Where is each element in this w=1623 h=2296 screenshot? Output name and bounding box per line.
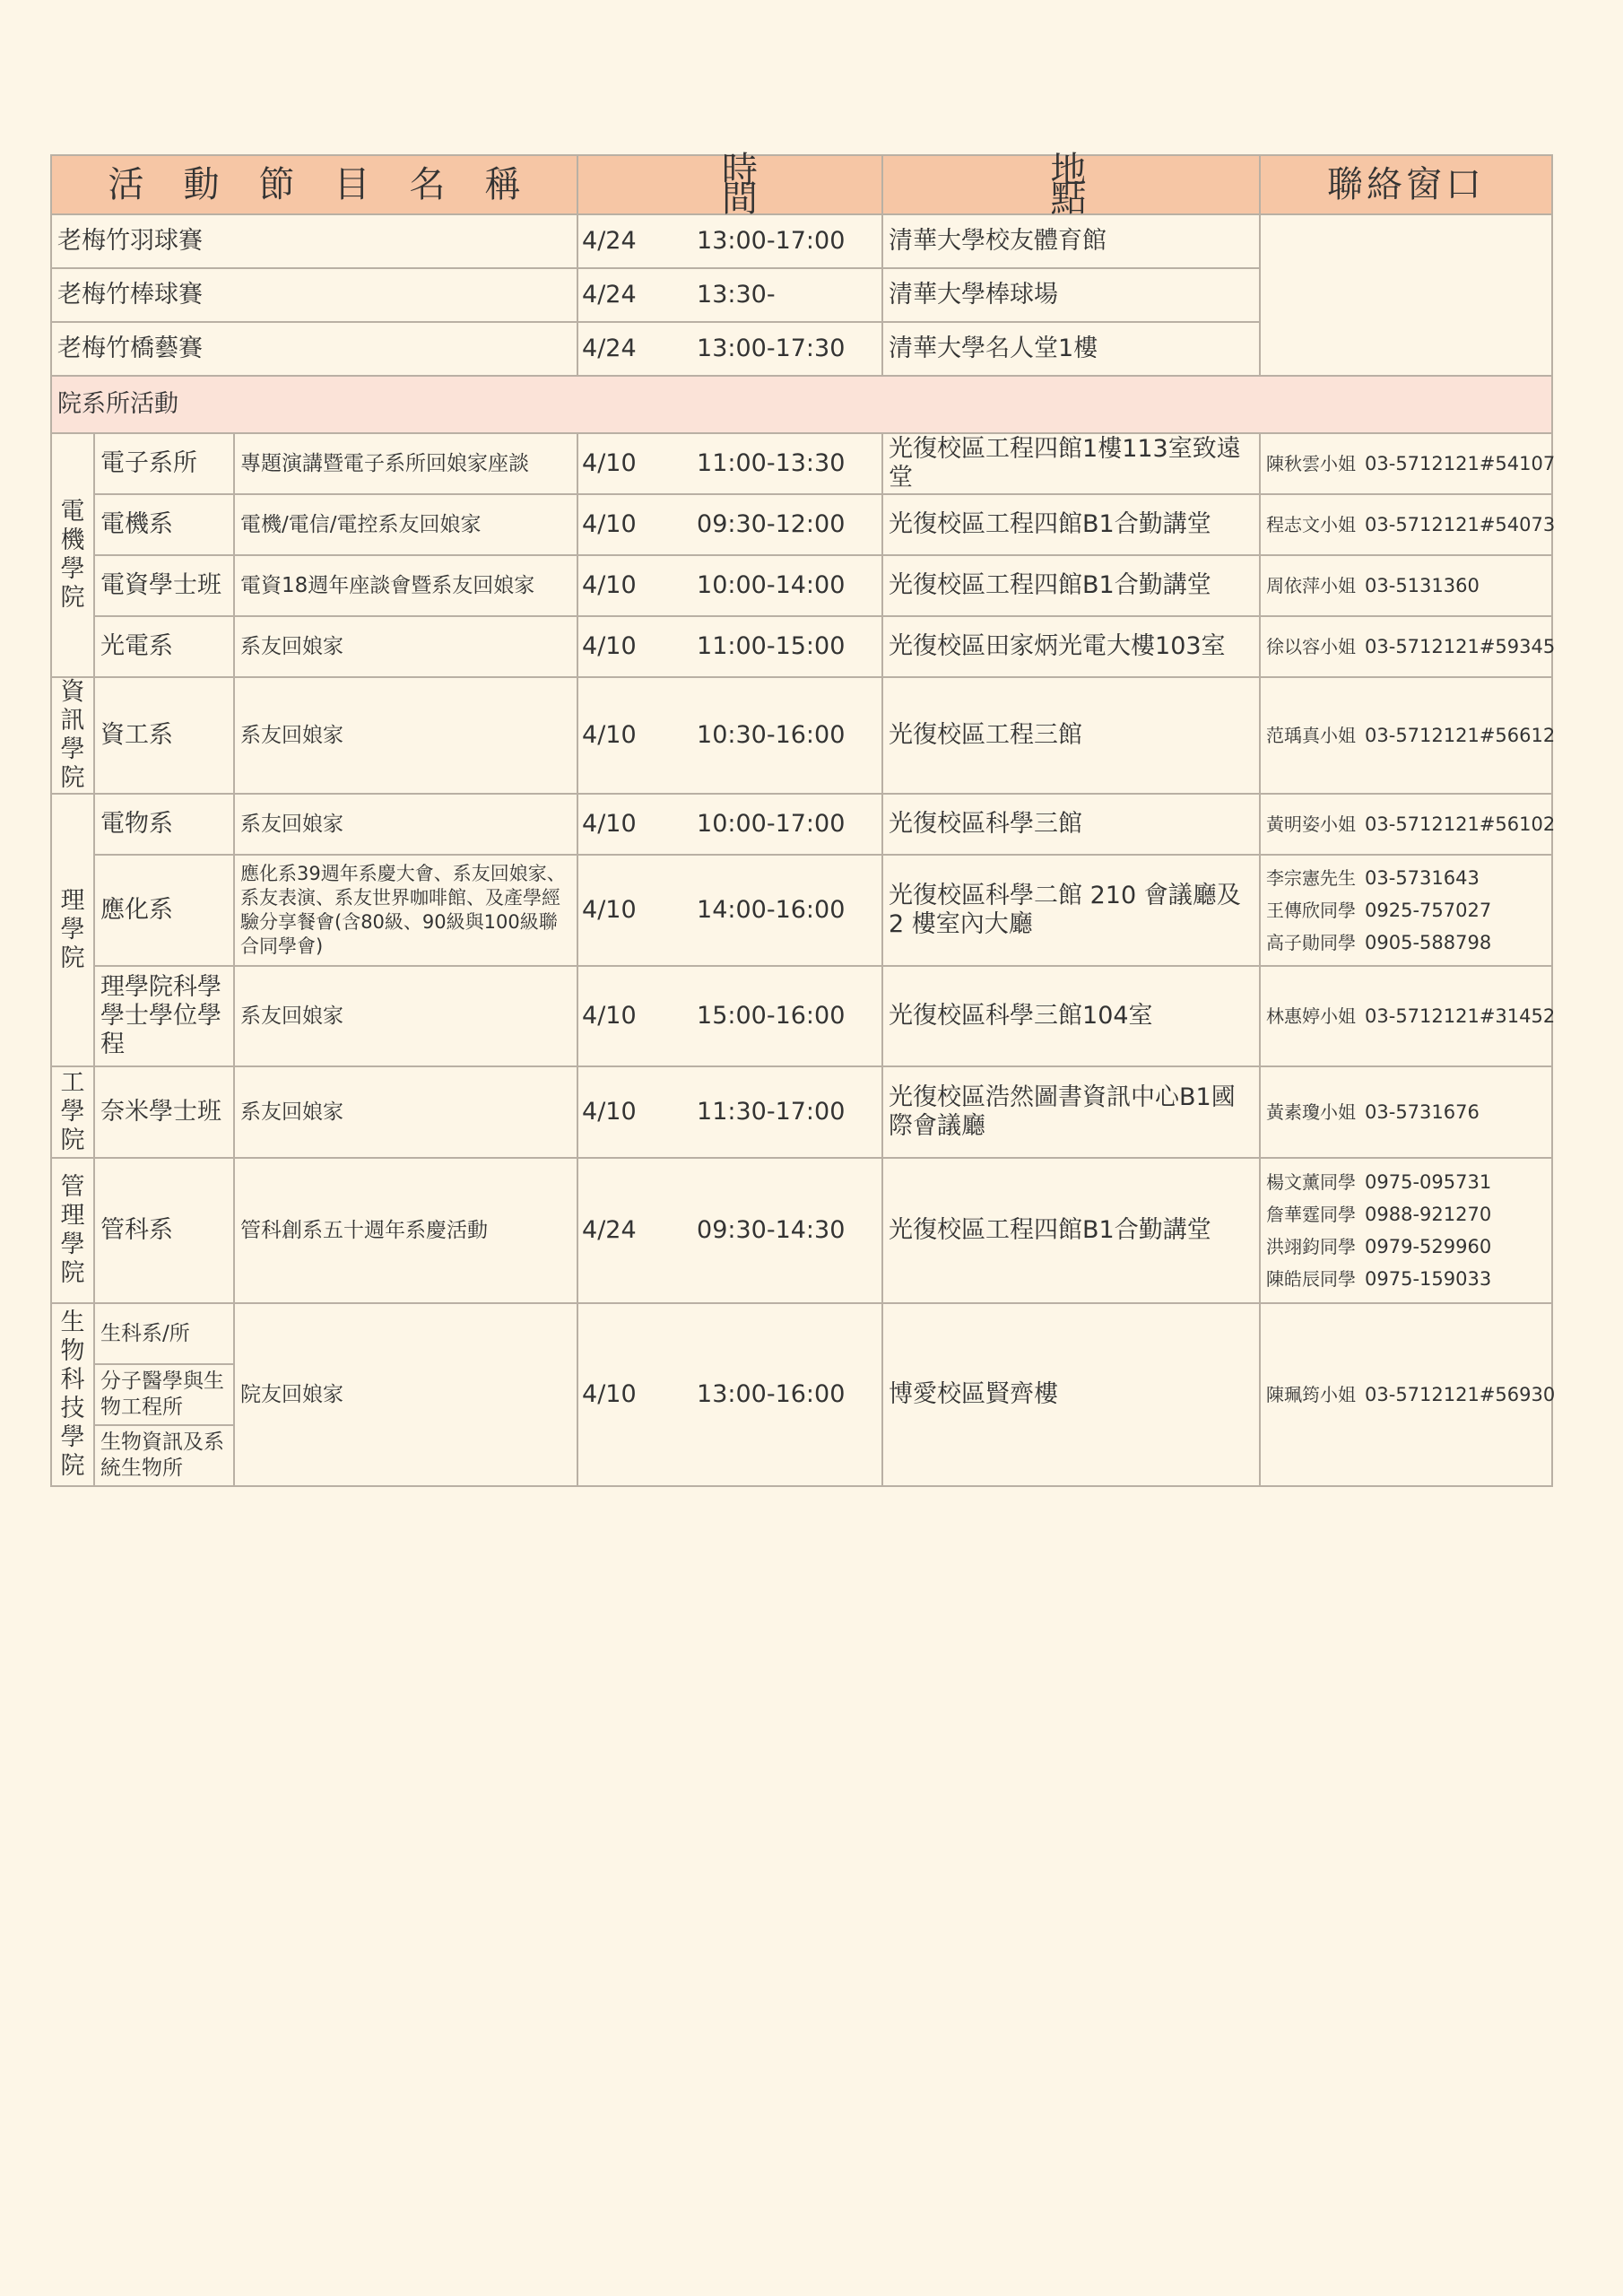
dept-name: 電物系 <box>94 794 234 855</box>
dept-name: 電機系 <box>94 494 234 555</box>
event-datetime: 4/10 11:00-13:30 <box>577 433 882 494</box>
activity-name: 系友回娘家 <box>234 794 577 855</box>
event-location: 光復校區科學三館 <box>882 794 1260 855</box>
activity-name: 系友回娘家 <box>234 1066 577 1158</box>
table-row <box>51 794 1552 855</box>
table-row <box>51 555 1552 616</box>
table-row <box>51 1158 1552 1303</box>
table-row <box>51 214 1552 268</box>
event-datetime: 4/10 10:00-14:00 <box>577 555 882 616</box>
dept-name: 生物資訊及系統生物所 <box>94 1425 234 1486</box>
contact-cell: 徐以容小姐 03-5712121#59345 <box>1260 616 1552 677</box>
event-datetime: 4/10 10:00-17:00 <box>577 794 882 855</box>
schedule-table <box>50 150 1556 1487</box>
event-location: 光復校區浩然圖書資訊中心B1國際會議廳 <box>882 1066 1260 1158</box>
dept-name: 生科系/所 <box>94 1303 234 1364</box>
activity-name: 系友回娘家 <box>234 616 577 677</box>
activity-name: 管科創系五十週年系慶活動 <box>234 1158 577 1303</box>
header-contact: 聯絡窗口 <box>1260 155 1552 214</box>
college-label: 電機學院 <box>51 433 94 677</box>
dept-name: 資工系 <box>94 677 234 794</box>
event-datetime: 4/10 15:00-16:00 <box>577 966 882 1066</box>
event-name: 老梅竹棒球賽 <box>51 268 577 322</box>
contact-cell: 程志文小姐 03-5712121#54073 <box>1260 494 1552 555</box>
table-row <box>51 433 1552 494</box>
event-date: 4/24 <box>582 335 637 362</box>
college-label: 工學院 <box>51 1066 94 1158</box>
event-datetime <box>577 214 882 268</box>
table-row <box>51 966 1552 1066</box>
activity-name: 專題演講暨電子系所回娘家座談 <box>234 433 577 494</box>
table-row <box>51 616 1552 677</box>
event-date: 4/24 <box>582 281 637 309</box>
contact-cell: 范瑀真小姐 03-5712121#56612 <box>1260 677 1552 794</box>
event-location: 清華大學棒球場 <box>882 268 1260 322</box>
table-row <box>51 494 1552 555</box>
contact-cell: 黃素瓊小姐 03-5731676 <box>1260 1066 1552 1158</box>
table-row <box>51 677 1552 794</box>
event-datetime: 4/10 10:30-16:00 <box>577 677 882 794</box>
dept-name: 光電系 <box>94 616 234 677</box>
dept-name: 應化系 <box>94 855 234 966</box>
event-time: 13:30- <box>697 281 776 309</box>
event-location: 光復校區工程四館1樓113室致遠堂 <box>882 433 1260 494</box>
header-row <box>51 155 1552 214</box>
section-row <box>51 376 1552 433</box>
table-row <box>51 1303 1552 1364</box>
event-datetime: 4/10 11:30-17:00 <box>577 1066 882 1158</box>
contact-cell: 林惠婷小姐 03-5712121#31452 <box>1260 966 1552 1066</box>
dept-name: 理學院科學學士學位學程 <box>94 966 234 1066</box>
event-datetime: 4/10 14:00-16:00 <box>577 855 882 966</box>
activity-name: 系友回娘家 <box>234 966 577 1066</box>
event-datetime <box>577 268 882 322</box>
event-datetime: 4/10 11:00-15:00 <box>577 616 882 677</box>
section-title: 院系所活動 <box>51 376 1552 433</box>
activity-name: 院友回娘家 <box>234 1303 577 1486</box>
dept-name: 奈米學士班 <box>94 1066 234 1158</box>
event-location: 光復校區工程四館B1合勤講堂 <box>882 1158 1260 1303</box>
activity-name: 應化系39週年系慶大會、系友回娘家、系友表演、系友世界咖啡館、及產學經驗分享餐會(含80級、90級與100級聯合同學會) <box>234 855 577 966</box>
contact-cell: 黃明姿小姐 03-5712121#56102 <box>1260 794 1552 855</box>
contact-cell: 陳珮筠小姐 03-5712121#56930 <box>1260 1303 1552 1486</box>
event-datetime: 4/10 09:30-12:00 <box>577 494 882 555</box>
contact-cell: 周依萍小姐 03-5131360 <box>1260 555 1552 616</box>
contact-cell: 楊文薰同學 0975-095731 詹華霆同學 0988-921270 洪翊鈞同學 0979-529960 陳皓辰同學 0975-159033 <box>1260 1158 1552 1303</box>
event-location: 清華大學校友體育館 <box>882 214 1260 268</box>
contact-cell: 李宗憲先生 03-5731643 王傳欣同學 0925-757027 高子勛同學 0905-588798 <box>1260 855 1552 966</box>
event-name: 老梅竹羽球賽 <box>51 214 577 268</box>
header-location: 地點 <box>882 155 1260 214</box>
event-location: 清華大學名人堂1樓 <box>882 322 1260 376</box>
table-row <box>51 1066 1552 1158</box>
event-datetime: 4/10 13:00-16:00 <box>577 1303 882 1486</box>
dept-name: 電資學士班 <box>94 555 234 616</box>
event-datetime: 4/24 09:30-14:30 <box>577 1158 882 1303</box>
header-time: 時間 <box>577 155 882 214</box>
event-location: 光復校區工程三館 <box>882 677 1260 794</box>
college-label: 理學院 <box>51 794 94 1066</box>
college-label: 資訊學院 <box>51 677 94 794</box>
event-time: 13:00-17:30 <box>697 335 846 362</box>
event-location: 博愛校區賢齊樓 <box>882 1303 1260 1486</box>
header-name: 活動節目名稱 <box>51 155 577 214</box>
event-contact-empty <box>1260 214 1552 376</box>
event-datetime <box>577 322 882 376</box>
activity-name: 電資18週年座談會暨系友回娘家 <box>234 555 577 616</box>
college-label: 管理學院 <box>51 1158 94 1303</box>
event-location: 光復校區工程四館B1合勤講堂 <box>882 555 1260 616</box>
event-name: 老梅竹橋藝賽 <box>51 322 577 376</box>
event-location: 光復校區工程四館B1合勤講堂 <box>882 494 1260 555</box>
event-date: 4/24 <box>582 227 637 255</box>
dept-name: 電子系所 <box>94 433 234 494</box>
table-row <box>51 855 1552 966</box>
activity-name: 電機/電信/電控系友回娘家 <box>234 494 577 555</box>
event-location: 光復校區田家炳光電大樓103室 <box>882 616 1260 677</box>
dept-name: 管科系 <box>94 1158 234 1303</box>
activity-name: 系友回娘家 <box>234 677 577 794</box>
dept-name: 分子醫學與生物工程所 <box>94 1364 234 1425</box>
contact-cell: 陳秋雲小姐 03-5712121#54107 <box>1260 433 1552 494</box>
event-time: 13:00-17:00 <box>697 227 846 255</box>
event-location: 光復校區科學二館 210 會議廳及 2 樓室內大廳 <box>882 855 1260 966</box>
college-label: 生物科技學院 <box>51 1303 94 1486</box>
event-location: 光復校區科學三館104室 <box>882 966 1260 1066</box>
